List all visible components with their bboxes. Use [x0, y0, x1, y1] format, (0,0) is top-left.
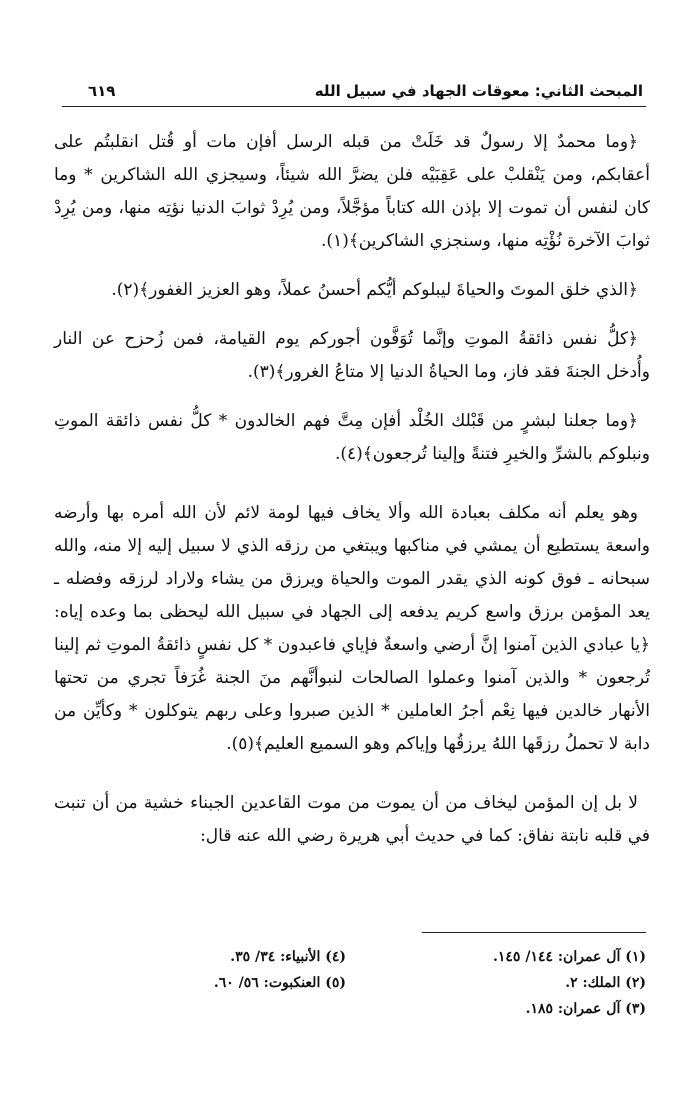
footnote-column-left	[146, 944, 346, 996]
main-text	[54, 126, 650, 869]
footnote-separator	[422, 932, 646, 933]
footnote-column-right	[346, 944, 646, 1022]
header-rule	[62, 106, 646, 107]
paragraph: لا بل إن المؤمن ليخاف من أن يموت من موت القاعدين الجبناء خشية من أن تنبت في قلبه نابتة نفاق: كما في حديث أبي هريرة رضي الله عنه قال:	[54, 793, 650, 846]
paragraph: ﴿كلُّ نفس ذائقةُ الموتِ وإنَّما تُوَفَّون أجوركم يوم القيامة، فمن زُحزح عن النار وأُدخل الجنةَ فقد فاز، وما الحياةُ الدنيا إلا متاعُ الغرور﴾(٣).	[54, 329, 650, 382]
footnote: (٢) الملك: ٢.	[565, 975, 646, 991]
paragraph: ﴿وما محمدٌ إلا رسولٌ قد خَلَتْ من قبله الرسل أفإن مات أو قُتل انقلبتُم على أعقابكم، ومن يَنْقلبْ على عَقِبَيْه فلن يضرَّ الله شيئاً، وسيجزي الله الشاكرين * وما كان لنفس أن تموت إلا بإذن الله كتاباً مؤجَّلاً، ومن يُرِدْ ثوابَ الدنيا نؤتِه منها، ومن يُرِدْ ثوابَ الآخرة نُؤْتِه منها، وسنجزي الشاكرين﴾(١).	[54, 132, 650, 251]
footnote: (١) آل عمران: ١٤٤/ ١٤٥.	[493, 949, 646, 965]
chapter-title: المبحث الثاني: معوقات الجهاد في سبيل الله	[314, 82, 643, 100]
running-header	[60, 80, 643, 106]
footnote: (٤) الأنبياء: ٣٤/ ٣٥.	[230, 949, 346, 965]
page-number: ٦١٩	[88, 82, 116, 100]
paragraph: ﴿الذي خلق الموتَ والحياةَ ليبلوكم أيُّكم أحسنُ عملاً، وهو العزيز الغفور﴾(٢).	[111, 280, 638, 300]
footnote: (٥) العنكبوت: ٥٦/ ٦٠.	[213, 975, 346, 991]
footnote: (٣) آل عمران: ١٨٥.	[525, 1001, 646, 1017]
paragraph: ﴿وما جعلنا لبشرٍ من قَبْلك الخُلْد أفإن مِتَّ فهم الخالدون * كلُّ نفس ذائقة الموتِ ونبلوكم بالشرِّ والخيرِ فتنةً وإلينا تُرجعون﴾(٤).	[54, 411, 650, 464]
paragraph: وهو يعلم أنه مكلف بعبادة الله وألا يخاف فيها لومة لائم لأن الله أمره بها وأرضه واسعة يستطيع أن يمشي في مناكبها ويبتغي من رزقه الذي لا سبيل إليه إلا منه، والله سبحانه ـ فوق كونه الذي يقدر الموت والحياة ويرزق من يشاء ولاراد لرزقه وفضله ـ يعد المؤمن برزق واسع كريم يدفعه إلى الجهاد في سبيل الله ليحظى بما وعده إياه: ﴿يا عبادي الذين آمنوا إنَّ أرضي واسعةٌ فإياي فاعبدون * كل نفسٍ ذائقةُ الموتِ ثم إلينا تُرجعون * والذين آمنوا وعملوا الصالحات لنبوأنَّهم منَ الجنة غُرَفاً تجري من تحتها الأنهار خالدين فيها نِعْم أجرُ العاملين * الذين صبروا وعلى ربهم يتوكلون * وكأيِّن من دابة لا تحملُ رزقَها اللهُ يرزقُها وإياكم وهو السميع العليم﴾(٥).	[54, 503, 650, 754]
